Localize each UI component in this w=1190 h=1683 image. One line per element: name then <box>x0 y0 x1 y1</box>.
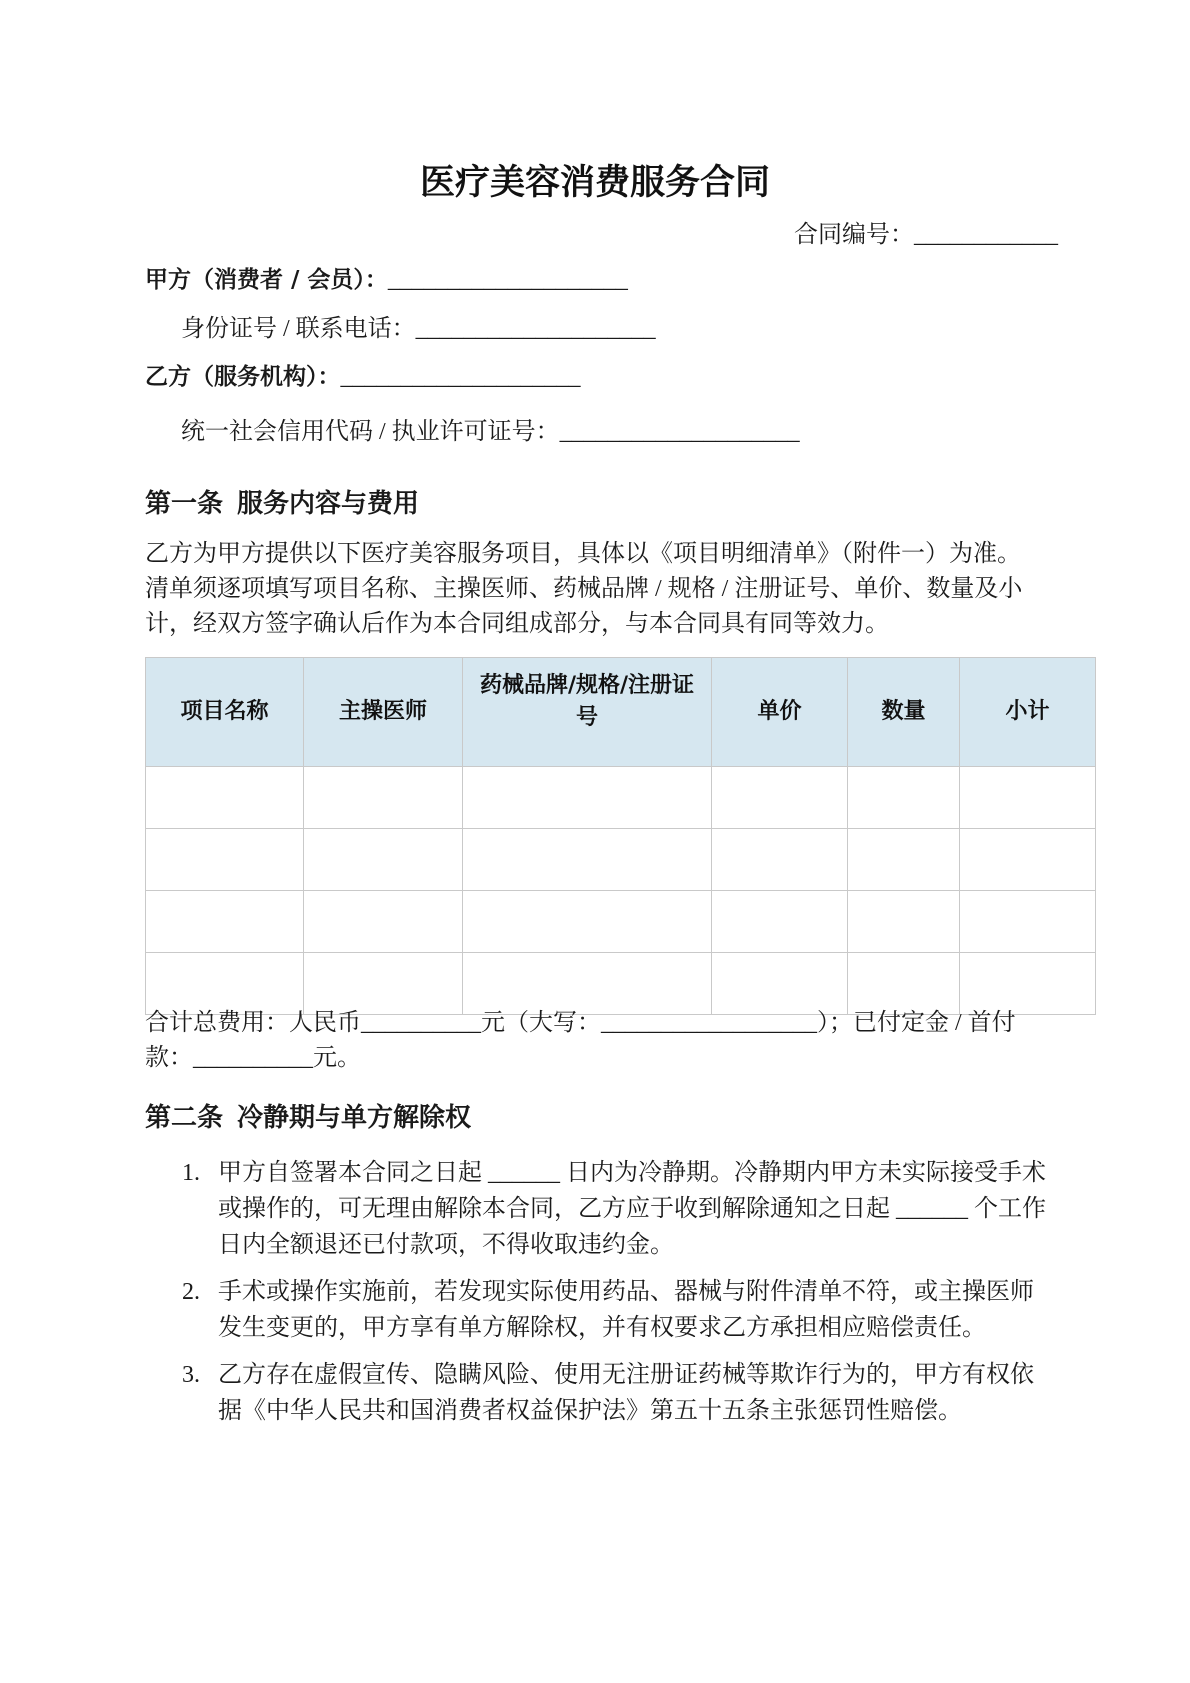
party-b-label: 乙方（服务机构）： <box>145 364 341 390</box>
table-header-cell: 单价 <box>712 658 848 767</box>
table-cell[interactable] <box>463 891 712 953</box>
article-2-number: 第二条 <box>145 1103 224 1133</box>
party-a-id-blank[interactable]: ____________________ <box>415 316 656 342</box>
table-cell[interactable] <box>960 891 1096 953</box>
document-title: 医疗美容消费服务合同 <box>419 163 770 203</box>
list-item <box>0 1155 1190 1263</box>
table-header-cell: 数量 <box>848 658 960 767</box>
table-cell[interactable] <box>712 891 848 953</box>
article-1-paragraph <box>145 537 1045 642</box>
table-cell[interactable] <box>146 767 304 829</box>
paragraph-line: 清单须逐项填写项目名称、主操医师、药械品牌 / 规格 / 注册证号、单价、数量及小 <box>145 576 1023 602</box>
total-fee-line: 款：__________元。 <box>145 1045 361 1071</box>
list-item-line: 甲方自签署本合同之日起 ______ 日内为冷静期。冷静期内甲方未实际接受手术 <box>218 1160 1046 1186</box>
party-b-code-line <box>181 415 800 449</box>
table-cell[interactable] <box>463 767 712 829</box>
party-b-code-label: 统一社会信用代码 / 执业许可证号： <box>181 419 560 445</box>
table-cell[interactable] <box>146 891 304 953</box>
article-2-list <box>0 1155 1190 1440</box>
table-cell[interactable] <box>848 767 960 829</box>
table-cell[interactable] <box>304 891 463 953</box>
list-item-line: 日内全额退还已付款项，不得收取违约金。 <box>218 1232 674 1258</box>
total-fee-line: 合计总费用：人民币__________元（大写：__________________）；已付定金 / 首付 <box>145 1010 1016 1036</box>
party-b-line <box>145 360 581 394</box>
party-b-code-blank[interactable]: ____________________ <box>559 419 800 445</box>
list-item-number: 1. <box>182 1160 200 1186</box>
paragraph-line: 计，经双方签字确认后作为本合同组成部分，与本合同具有同等效力。 <box>145 611 889 637</box>
table-cell[interactable] <box>304 767 463 829</box>
table-cell[interactable] <box>960 829 1096 891</box>
table-header-cell: 项目名称 <box>146 658 304 767</box>
table-cell[interactable] <box>304 829 463 891</box>
list-item <box>0 1274 1190 1346</box>
table-row <box>146 891 1096 953</box>
party-a-id-line <box>181 312 656 346</box>
table-row <box>146 829 1096 891</box>
list-item-line: 或操作的，可无理由解除本合同，乙方应于收到解除通知之日起 ______ 个工作 <box>218 1196 1046 1222</box>
party-a-id-label: 身份证号 / 联系电话： <box>181 316 416 342</box>
table-header-cell: 药械品牌/规格/注册证号 <box>463 658 712 767</box>
list-item <box>0 1357 1190 1429</box>
item-detail-table <box>145 657 1096 1015</box>
table-header-cell: 小计 <box>960 658 1096 767</box>
table-header-cell: 主操医师 <box>304 658 463 767</box>
article-2-heading <box>145 1100 471 1136</box>
article-1-heading <box>145 486 419 522</box>
list-item-number: 3. <box>182 1362 200 1388</box>
paragraph-line: 乙方为甲方提供以下医疗美容服务项目，具体以《项目明细清单》（附件一）为准。 <box>145 541 1021 567</box>
party-a-label: 甲方（消费者 / 会员）： <box>145 267 388 293</box>
list-item-line: 手术或操作实施前，若发现实际使用药品、器械与附件清单不符，或主操医师 <box>218 1279 1034 1305</box>
table-cell[interactable] <box>463 829 712 891</box>
total-fee-paragraph <box>145 1006 1045 1076</box>
table-cell[interactable] <box>146 829 304 891</box>
party-a-line <box>145 263 628 297</box>
party-b-blank[interactable]: ____________________ <box>340 364 581 390</box>
table-cell[interactable] <box>848 829 960 891</box>
article-2-title: 冷静期与单方解除权 <box>237 1103 472 1133</box>
contract-number: 合同编号：____________ <box>794 222 1058 248</box>
table-header-row <box>146 658 1096 767</box>
list-item-line: 乙方存在虚假宣传、隐瞒风险、使用无注册证药械等欺诈行为的，甲方有权依 <box>218 1362 1034 1388</box>
table-cell[interactable] <box>960 767 1096 829</box>
table-cell[interactable] <box>712 829 848 891</box>
table-row <box>146 767 1096 829</box>
list-item-number: 2. <box>182 1279 200 1305</box>
party-a-blank[interactable]: ____________________ <box>387 267 628 293</box>
list-item-line: 发生变更的，甲方享有单方解除权，并有权要求乙方承担相应赔偿责任。 <box>218 1315 986 1341</box>
article-1-title: 服务内容与费用 <box>237 489 420 519</box>
table-cell[interactable] <box>712 767 848 829</box>
article-1-number: 第一条 <box>145 489 224 519</box>
list-item-line: 据《中华人民共和国消费者权益保护法》第五十五条主张惩罚性赔偿。 <box>218 1398 962 1424</box>
table-cell[interactable] <box>848 891 960 953</box>
